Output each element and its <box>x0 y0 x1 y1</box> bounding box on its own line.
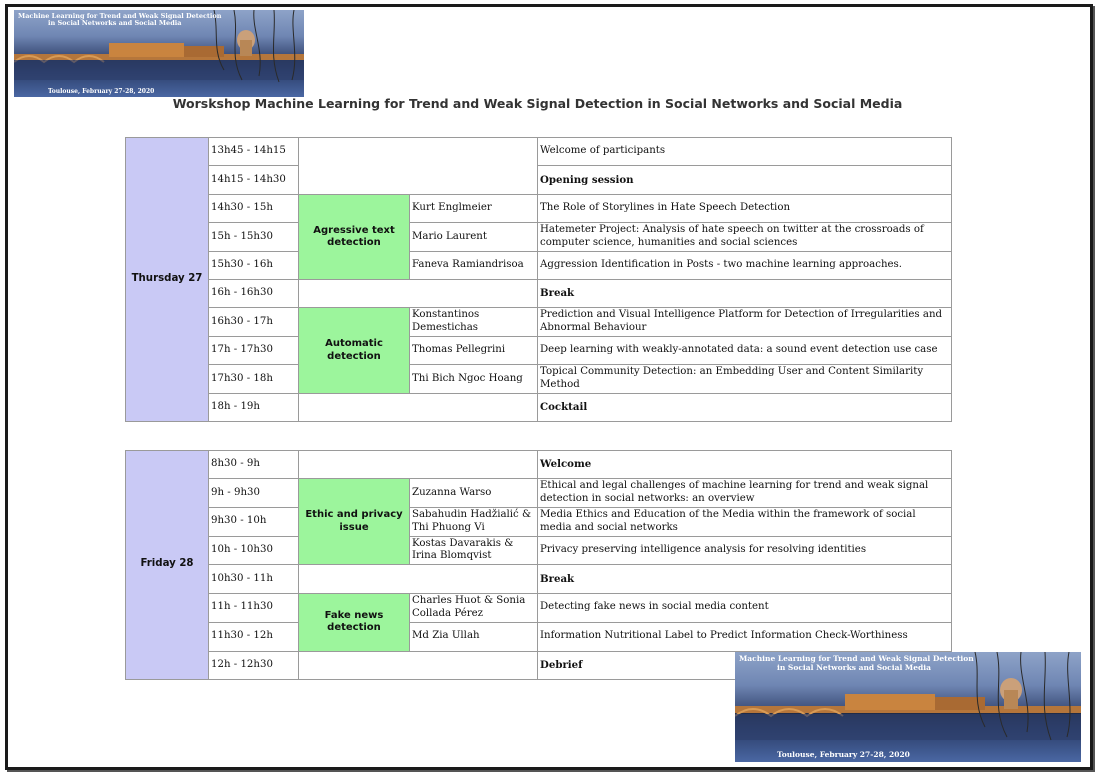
friday-schedule-table <box>125 450 952 680</box>
talk-title: Media Ethics and Education of the Media within the framework of social media and social networks <box>538 508 952 537</box>
time-slot: 13h45 - 14h15 <box>209 138 299 166</box>
speaker-name: Faneva Ramiandrisoa <box>410 252 538 280</box>
table-row <box>126 252 952 280</box>
speaker-name: Sabahudin Hadžialić & Thi Phuong Vi <box>410 508 538 537</box>
time-slot: 18h - 19h <box>209 394 299 422</box>
speaker-name: Konstantinos Demestichas <box>410 308 538 337</box>
time-slot: 10h30 - 11h <box>209 565 299 594</box>
talk-title: Welcome of participants <box>538 138 952 166</box>
table-row <box>126 166 952 195</box>
speaker-name: Thi Bich Ngoc Hoang <box>410 365 538 394</box>
table-row <box>126 308 952 337</box>
banner-image-top <box>14 10 304 97</box>
banner-caption-line1: Machine Learning for Trend and Weak Signal Detection <box>739 654 974 663</box>
time-slot: 11h - 11h30 <box>209 594 299 623</box>
day-label: Thursday 27 <box>126 138 209 422</box>
speaker-name: Thomas Pellegrini <box>410 337 538 365</box>
table-row <box>126 508 952 537</box>
banner-caption-line2: in Social Networks and Social Media <box>777 662 931 672</box>
speaker-name: Mario Laurent <box>410 223 538 252</box>
table-row <box>126 394 952 422</box>
time-slot: 17h - 17h30 <box>209 337 299 365</box>
talk-title: Information Nutritional Label to Predict Information Check-Worthiness <box>538 622 952 651</box>
session-title: Debrief <box>538 651 952 679</box>
table-row <box>126 451 952 479</box>
topic-label: Fake news detection <box>299 594 410 652</box>
empty-cell <box>299 565 538 594</box>
banner-location-date: Toulouse, February 27-28, 2020 <box>777 750 910 759</box>
table-row <box>126 622 952 651</box>
empty-cell <box>299 394 538 422</box>
table-row <box>126 280 952 308</box>
day-label: Friday 28 <box>126 451 209 680</box>
time-slot: 16h - 16h30 <box>209 280 299 308</box>
empty-cell <box>299 138 538 195</box>
table-row <box>126 565 952 594</box>
session-title: Welcome <box>538 451 952 479</box>
banner-caption-line1: Machine Learning for Trend and Weak Signal Detection <box>18 12 222 20</box>
table-row <box>126 223 952 252</box>
talk-title: Ethical and legal challenges of machine learning for trend and weak signal detection in social networks: an overview <box>538 479 952 508</box>
talk-title: Detecting fake news in social media content <box>538 594 952 623</box>
talk-title: Hatemeter Project: Analysis of hate speech on twitter at the crossroads of computer science, humanities and social sciences <box>538 223 952 252</box>
talk-title: The Role of Storylines in Hate Speech Detection <box>538 195 952 223</box>
time-slot: 10h - 10h30 <box>209 536 299 565</box>
table-row <box>126 479 952 508</box>
talk-title: Prediction and Visual Intelligence Platform for Detection of Irregularities and Abnormal Behaviour <box>538 308 952 337</box>
table-row <box>126 195 952 223</box>
page-title: Worskshop Machine Learning for Trend and Weak Signal Detection in Social Networks and Social Media <box>172 96 903 111</box>
time-slot: 9h - 9h30 <box>209 479 299 508</box>
table-row <box>126 138 952 166</box>
session-title: Break <box>538 565 952 594</box>
time-slot: 15h30 - 16h <box>209 252 299 280</box>
time-slot: 12h - 12h30 <box>209 651 299 679</box>
topic-label: Automatic detection <box>299 308 410 394</box>
speaker-name: Zuzanna Warso <box>410 479 538 508</box>
time-slot: 15h - 15h30 <box>209 223 299 252</box>
time-slot: 16h30 - 17h <box>209 308 299 337</box>
table-row <box>126 594 952 623</box>
session-title: Break <box>538 280 952 308</box>
topic-label: Ethic and privacy issue <box>299 479 410 565</box>
speaker-name: Kostas Davarakis & Irina Blomqvist <box>410 536 538 565</box>
empty-cell <box>299 280 538 308</box>
banner-image-bottom <box>735 652 1081 762</box>
banner-caption-line2: in Social Networks and Social Media <box>48 19 182 28</box>
table-row <box>126 337 952 365</box>
speaker-name: Kurt Englmeier <box>410 195 538 223</box>
talk-title: Deep learning with weakly-annotated data: a sound event detection use case <box>538 337 952 365</box>
empty-cell <box>299 451 538 479</box>
banner-location-date: Toulouse, February 27-28, 2020 <box>48 88 155 95</box>
table-row <box>126 536 952 565</box>
time-slot: 14h15 - 14h30 <box>209 166 299 195</box>
session-title: Opening session <box>538 166 952 195</box>
speaker-name: Charles Huot & Sonia Collada Pérez <box>410 594 538 623</box>
topic-label: Agressive text detection <box>299 195 410 280</box>
time-slot: 8h30 - 9h <box>209 451 299 479</box>
talk-title: Topical Community Detection: an Embedding User and Content Similarity Method <box>538 365 952 394</box>
empty-cell <box>299 651 538 679</box>
talk-title: Privacy preserving intelligence analysis for resolving identities <box>538 536 952 565</box>
table-row <box>126 365 952 394</box>
thursday-schedule-table <box>125 137 952 422</box>
speaker-name: Md Zia Ullah <box>410 622 538 651</box>
session-title: Cocktail <box>538 394 952 422</box>
talk-title: Aggression Identification in Posts - two machine learning approaches. <box>538 252 952 280</box>
time-slot: 11h30 - 12h <box>209 622 299 651</box>
time-slot: 14h30 - 15h <box>209 195 299 223</box>
time-slot: 17h30 - 18h <box>209 365 299 394</box>
time-slot: 9h30 - 10h <box>209 508 299 537</box>
